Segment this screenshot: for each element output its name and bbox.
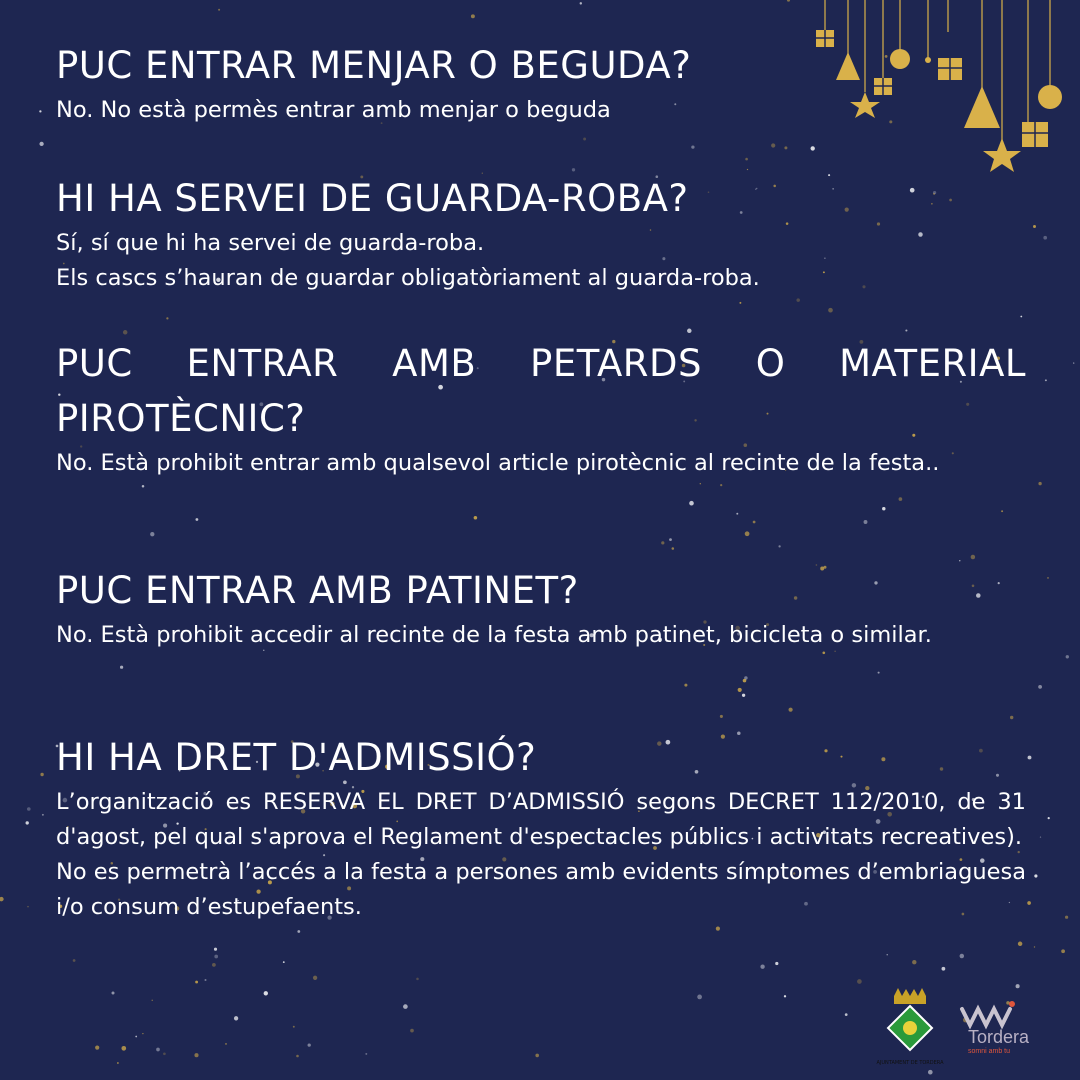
star-dot xyxy=(365,1053,367,1055)
faq-question: PUC ENTRAR MENJAR O BEGUDA? xyxy=(56,44,692,87)
star-dot xyxy=(264,991,268,995)
star-dot xyxy=(949,199,952,202)
star-dot xyxy=(689,501,694,506)
star-dot xyxy=(661,541,664,544)
tordera-tagline: somni amb tu xyxy=(968,1048,1011,1055)
star-dot xyxy=(120,666,123,669)
star-dot xyxy=(1033,225,1036,228)
star-dot xyxy=(212,963,216,967)
star-dot xyxy=(1028,756,1032,760)
star-dot xyxy=(878,672,880,674)
star-dot xyxy=(1048,817,1050,819)
star-dot xyxy=(691,145,694,148)
bauble-icon xyxy=(890,49,910,69)
star-dot xyxy=(1065,916,1068,919)
star-dot xyxy=(1034,946,1035,947)
star-dot xyxy=(204,979,206,981)
star-dot xyxy=(823,271,825,273)
star-dot xyxy=(931,203,933,205)
star-dot xyxy=(784,146,787,149)
star-dot xyxy=(163,1052,166,1055)
star-dot xyxy=(928,1070,933,1075)
star-dot xyxy=(27,906,29,908)
star-icon xyxy=(983,138,1021,172)
star-dot xyxy=(1045,379,1047,381)
faq-item xyxy=(56,38,691,128)
star-dot xyxy=(135,1036,137,1038)
star-dot xyxy=(1027,901,1031,905)
star-dot xyxy=(760,965,764,969)
star-dot xyxy=(786,222,789,225)
star-dot xyxy=(403,1004,408,1009)
star-dot xyxy=(26,821,29,824)
ajuntament-tordera-logo xyxy=(862,988,958,1068)
star-dot xyxy=(195,981,198,984)
bauble-icon xyxy=(1038,85,1062,109)
star-dot xyxy=(796,298,800,302)
faq-answer-line: No. No està permès entrar amb menjar o beguda xyxy=(56,97,611,123)
star-dot xyxy=(887,954,888,955)
star-dot xyxy=(293,1026,295,1028)
star-dot xyxy=(747,169,748,170)
star-dot xyxy=(471,14,475,18)
star-dot xyxy=(0,897,4,901)
star-dot xyxy=(214,955,218,959)
star-dot xyxy=(720,484,722,486)
star-dot xyxy=(39,142,43,146)
star-dot xyxy=(142,485,145,488)
star-dot xyxy=(743,679,747,683)
star-dot xyxy=(1018,942,1023,947)
star-dot xyxy=(882,507,885,510)
star-dot xyxy=(697,995,702,1000)
star-dot xyxy=(112,992,115,995)
star-dot xyxy=(416,978,419,981)
faq-answer-line: No. Està prohibit entrar amb qualsevol article pirotècnic al recinte de la festa.. xyxy=(56,450,940,476)
star-dot xyxy=(1016,984,1020,988)
star-dot xyxy=(864,520,868,524)
star-dot xyxy=(687,329,692,334)
star-dot xyxy=(784,995,786,997)
star-dot xyxy=(1010,716,1013,719)
star-dot xyxy=(1066,655,1069,658)
christmas-ornaments-decoration xyxy=(800,0,1080,190)
star-dot xyxy=(117,1062,119,1064)
faq-answer-line: Els cascs s’hauran de guardar obligatòriament al guarda-roba. xyxy=(56,265,760,291)
crown-icon xyxy=(894,988,926,1004)
faq-item xyxy=(56,730,1026,925)
star-dot xyxy=(787,0,790,2)
star-dot xyxy=(778,545,780,547)
faq-answer xyxy=(56,785,1026,925)
faq-item xyxy=(56,563,1026,653)
star-dot xyxy=(971,555,975,559)
star-dot xyxy=(39,110,41,112)
star-dot xyxy=(166,317,168,319)
star-dot xyxy=(899,497,903,501)
star-dot xyxy=(771,143,775,147)
star-dot xyxy=(672,547,675,550)
tordera-name: Tordera xyxy=(968,1027,1030,1047)
star-dot xyxy=(234,1016,238,1020)
star-dot xyxy=(700,483,701,484)
star-dot xyxy=(1034,874,1037,877)
star-dot xyxy=(1020,316,1022,318)
faq-item xyxy=(56,336,1026,481)
star-dot xyxy=(845,207,849,211)
star-dot xyxy=(95,1046,99,1050)
star-dot xyxy=(745,158,748,161)
faq-question: PUC ENTRAR AMB PATINET? xyxy=(56,569,579,612)
star-dot xyxy=(410,1029,414,1033)
star-dot xyxy=(123,330,128,335)
faq-answer xyxy=(56,446,1026,481)
star-dot xyxy=(1038,482,1041,485)
star-dot xyxy=(218,9,220,11)
star-dot xyxy=(877,222,880,225)
star-dot xyxy=(121,1046,126,1051)
star-dot xyxy=(535,1054,539,1058)
ajuntament-caption: AJUNTAMENT DE TORDERA xyxy=(876,1060,944,1066)
tordera-somni-logo xyxy=(950,995,1040,1065)
star-dot xyxy=(150,532,154,536)
star-dot xyxy=(775,962,778,965)
star-dot xyxy=(313,976,317,980)
star-dot xyxy=(720,715,723,718)
star-dot xyxy=(308,1043,311,1046)
star-dot xyxy=(1061,949,1065,953)
star-dot xyxy=(857,979,862,984)
star-dot xyxy=(583,138,586,141)
faq-question: HI HA SERVEI DE GUARDA-ROBA? xyxy=(56,177,689,220)
star-dot xyxy=(42,814,44,816)
faq-answer xyxy=(56,226,760,296)
star-dot xyxy=(736,513,738,515)
star-dot xyxy=(773,185,776,188)
star-dot xyxy=(296,1055,299,1058)
tordera-mark-icon xyxy=(962,1009,1010,1025)
star-dot xyxy=(1001,510,1003,512)
star-dot xyxy=(27,807,31,811)
star-dot xyxy=(942,967,946,971)
star-dot xyxy=(283,961,285,963)
tree-icon xyxy=(964,86,1000,128)
star-dot xyxy=(225,1043,227,1045)
star-dot xyxy=(214,948,217,951)
faq-answer-line: No. Està prohibit accedir al recinte de la festa amb patinet, bicicleta o similar. xyxy=(56,622,932,648)
star-dot xyxy=(1040,836,1041,837)
star-dot xyxy=(474,516,478,520)
faq-answer-line: L’organització es RESERVA EL DRET D’ADMISSIÓ segons DECRET 112/2010, de 31 d'agost, pel qual s'aprova el Reglament d'espectacles públics i activitats recreatives). xyxy=(56,789,1026,850)
faq-question: PUC ENTRAR AMB PETARDS O MATERIAL PIROTÈCNIC? xyxy=(56,342,1026,440)
star-dot xyxy=(828,308,833,313)
faq-answer-line: Sí, sí que hi ha servei de guarda-roba. xyxy=(56,230,485,256)
faq-answer xyxy=(56,618,1026,653)
star-dot xyxy=(73,959,76,962)
star-dot xyxy=(745,531,750,536)
faq-question: HI HA DRET D'ADMISSIÓ? xyxy=(56,736,537,779)
tree-icon xyxy=(836,52,860,80)
star-dot xyxy=(1038,685,1042,689)
star-dot xyxy=(959,560,960,561)
star-dot xyxy=(669,538,672,541)
star-dot xyxy=(1073,362,1074,363)
faq-item xyxy=(56,171,760,296)
star-dot xyxy=(739,302,741,304)
star-dot xyxy=(845,1013,848,1016)
star-dot xyxy=(142,1033,143,1034)
star-dot xyxy=(1043,236,1047,240)
star-dot xyxy=(580,2,582,4)
faq-answer xyxy=(56,93,691,128)
star-dot xyxy=(684,684,687,687)
star-dot xyxy=(716,927,720,931)
star-dot xyxy=(196,518,199,521)
faq-answer-line: No es permetrà l’accés a la festa a persones amb evidents símptomes d’embriaguesa i/o consum d’estupefaents. xyxy=(56,859,1026,920)
star-dot xyxy=(297,930,300,933)
star-dot xyxy=(152,1000,153,1001)
star-dot xyxy=(905,329,907,331)
star-dot xyxy=(789,708,793,712)
star-dot xyxy=(933,193,935,195)
star-icon xyxy=(850,92,880,118)
star-dot xyxy=(862,285,865,288)
star-dot xyxy=(738,688,742,692)
star-dot xyxy=(156,1048,160,1052)
star-dot xyxy=(742,694,745,697)
star-dot xyxy=(960,954,964,958)
star-dot xyxy=(918,232,923,237)
star-dot xyxy=(194,1053,198,1057)
star-dot xyxy=(753,521,756,524)
star-dot xyxy=(912,960,916,964)
star-dot xyxy=(1047,577,1049,579)
star-dot xyxy=(824,257,825,258)
star-dot xyxy=(40,773,43,776)
